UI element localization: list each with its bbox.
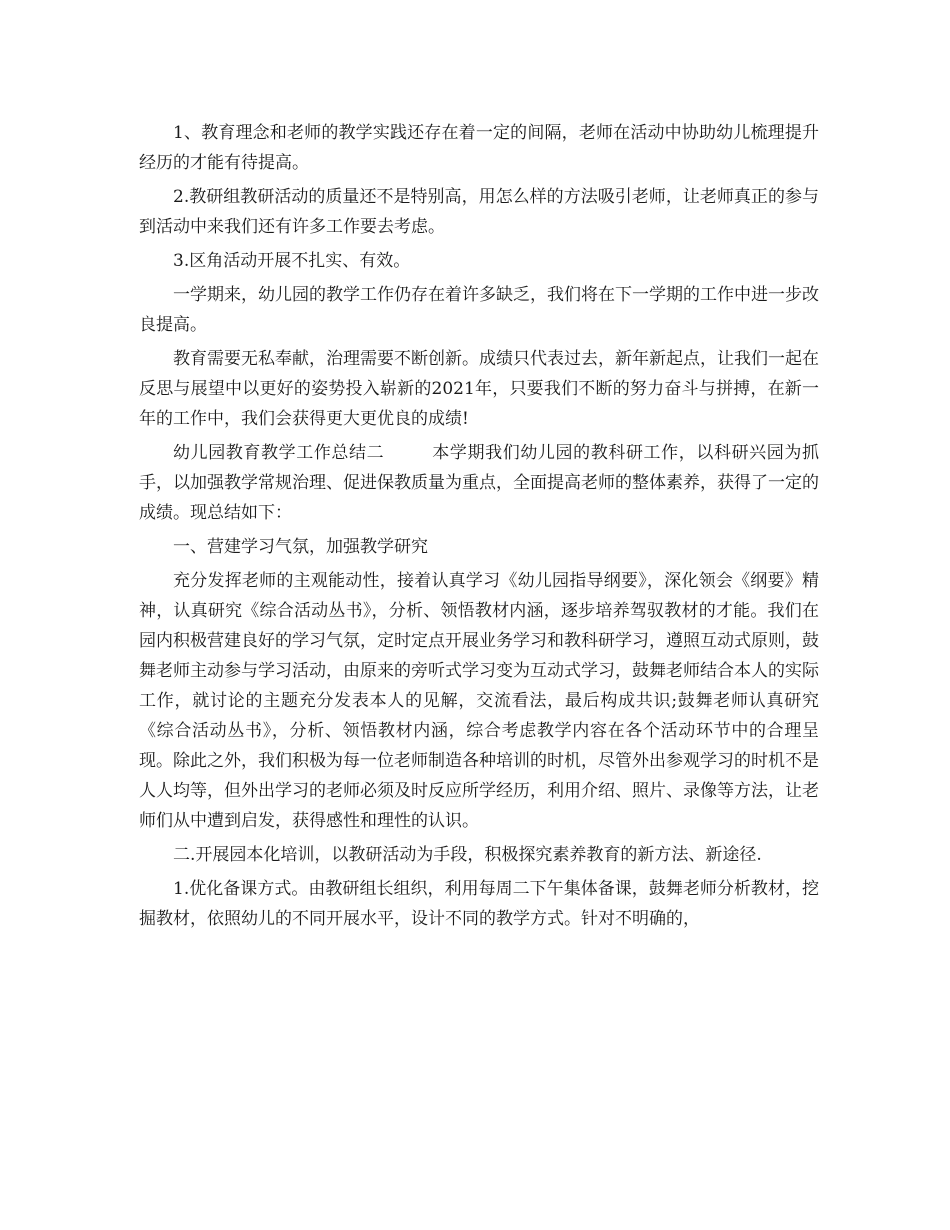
paragraph-issue-1: 1、教育理念和老师的教学实践还存在着一定的间隔，老师在活动中协助幼儿梳理提升经历的才能有待提高。	[139, 123, 819, 173]
section-heading-2: 二.开展园本化培训，以教研活动为手段，积极探究素养教育的新方法、新途径.	[173, 845, 762, 865]
paragraph-issue-3: 3.区角活动开展不扎实、有效。	[173, 251, 411, 271]
paragraph-issue-2: 2.教研组教研活动的质量还不是特别高，用怎么样的方法吸引老师，让老师真正的参与到活动中来我们还有许多工作要去考虑。	[139, 187, 819, 237]
section-heading-1: 一、营建学习气氛，加强教学研究	[173, 537, 428, 557]
paragraph-semester-summary: 一学期来，幼儿园的教学工作仍存在着许多缺乏，我们将在下一学期的工作中进一步改良提高。	[139, 285, 819, 335]
paragraph-outlook: 教育需要无私奉献，治理需要不断创新。成绩只代表过去，新年新起点，让我们一起在反思与展望中以更好的姿势投入崭新的2021年，只要我们不断的努力奋斗与拼搏，在新一年的工作中，我们会获得更大更优良的成绩!	[139, 349, 819, 429]
paragraph-learning-atmosphere: 充分发挥老师的主观能动性，接着认真学习《幼儿园指导纲要》，深化领会《纲要》精神，认真研究《综合活动丛书》，分析、领悟教材内涵，逐步培养驾驭教材的才能。我们在园内积极营建良好的学习气氛，定时定点开展业务学习和教科研学习，遵照互动式原则，鼓舞老师主动参与学习活动，由原来的旁听式学习变为互动式学习，鼓舞老师结合本人的实际工作，就讨论的主题充分发表本人的见解，交流看法，最后构成共识;鼓舞老师认真研究《综合活动丛书》，分析、领悟教材内涵，综合考虑教学内容在各个活动环节中的合理呈现。除此之外，我们积极为每一位老师制造各种培训的时机，尽管外出参观学习的时机不是人人均等，但外出学习的老师必须及时反应所学经历，利用介绍、照片、录像等方法，让老师们从中遭到启发，获得感性和理性的认识。	[139, 571, 819, 831]
paragraph-lesson-planning: 1.优化备课方式。由教研组长组织，利用每周二下午集体备课，鼓舞老师分析教材，挖掘教材，依照幼儿的不同开展水平，设计不同的教学方式。针对不明确的，	[139, 879, 819, 929]
document-body	[139, 118, 819, 938]
paragraph-summary-two-intro: 幼儿园教育教学工作总结二 本学期我们幼儿园的教科研工作，以科研兴园为抓手，以加强教学常规治理、促进保教质量为重点，全面提高老师的整体素养，获得了一定的成绩。现总结如下：	[139, 443, 819, 523]
